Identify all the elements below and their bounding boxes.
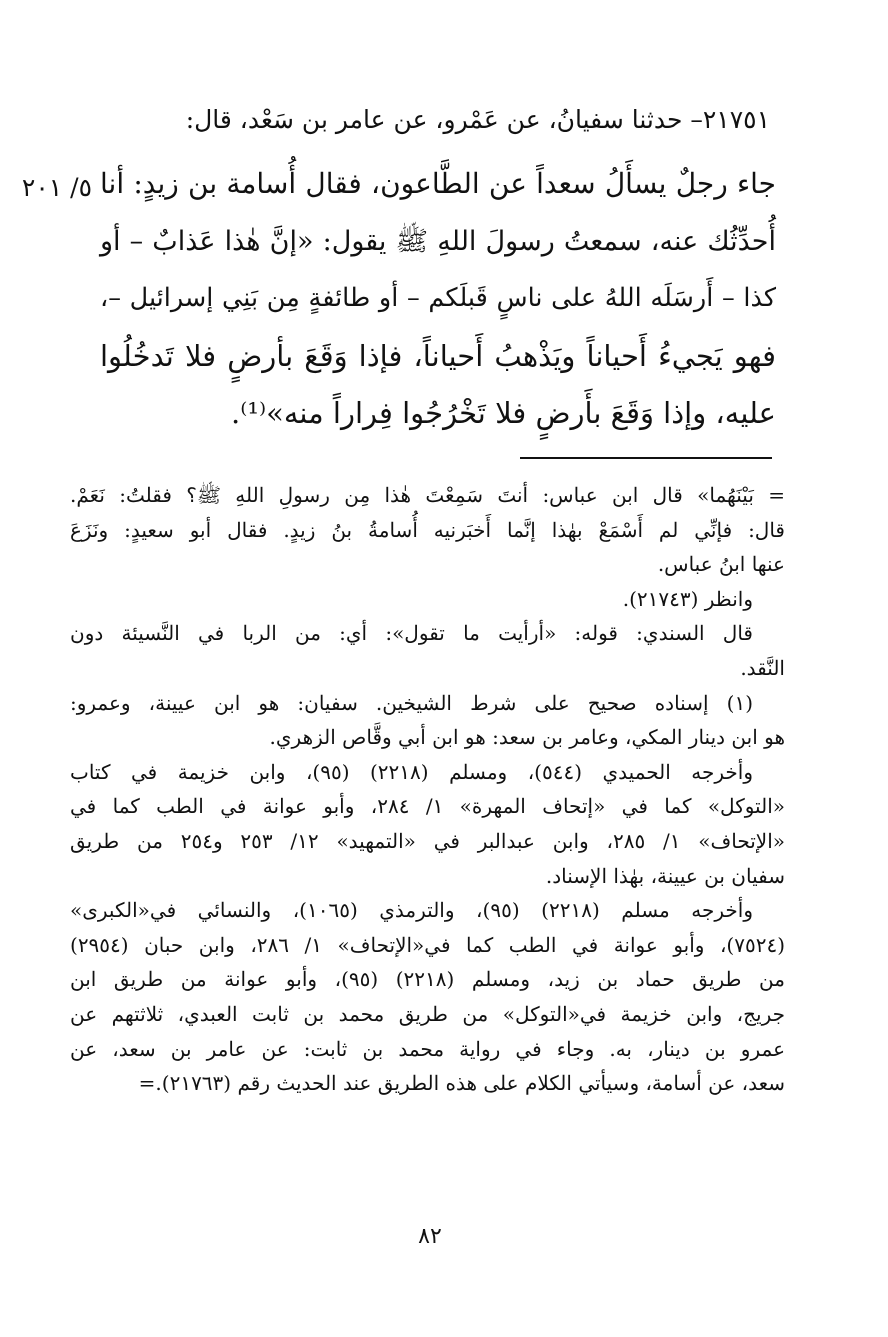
hadith-intro: ٢١٧٥١– حدثنا سفيانُ، عن عَمْرو، عن عامر بن سَعْد، قال: (185, 105, 770, 134)
hadith-line: فهو يَجيءُ أَحياناً ويَذْهبُ أَحياناً، فإذا وَقَعَ بأرضٍ فلا تَدخُلُوا (100, 338, 776, 373)
footnote-line: قال السندي: قوله: «أرأيت ما تقول»: أي: من الربا في النَّسيئة دون (70, 621, 753, 646)
footnote-divider (520, 457, 772, 459)
footnote-line: سفيان بن عيينة، بهٰذا الإسناد. (545, 863, 785, 888)
hadith-text (100, 155, 776, 443)
footnote-line: وأخرجه الحميدي (٥٤٤)، ومسلم (٢٢١٨) (٩٥)، وابن خزيمة في كتاب (70, 759, 754, 784)
footnote-line: «التوكل» كما في «إتحاف المهرة» ١/ ٢٨٤، وأبو عوانة في الطب كما في (70, 794, 785, 819)
footnote-line: «الإتحاف» ١/ ٢٨٥، وابن عبدالبر في «التمهيد» ١٢/ ٢٥٣ و٢٥٤ من طريق (70, 828, 785, 853)
footnote-line: = بَيْنَهُما» قال ابن عباس: أنتَ سَمِعْتَ هٰذا مِن رسولِ اللهِ ﷺ؟ فقلتُ: نَعَمْ. (70, 483, 785, 507)
footnote-line: عنها ابنُ عباس. (657, 552, 785, 577)
page-number: ٨٢ (418, 1224, 442, 1249)
footnote-line: جريج، وابن خزيمة في«التوكل» من طريق محمد بن ثابت العبدي، ثلاثتهم عن (70, 1001, 785, 1026)
footnote-line: من طريق حماد بن زيد، ومسلم (٢٢١٨) (٩٥)، وأبو عوانة من طريق ابن (70, 967, 785, 992)
margin-reference: ٥/ ٢٠١ (21, 173, 92, 202)
hadith-line: عليه، وإذا وَقَعَ بأَرضٍ فلا تَخْرُجُوا فِراراً منه»⁽¹⁾. (231, 396, 776, 430)
footnote-line: النَّقد. (740, 655, 785, 680)
footnote-line: عمرو بن دينار، به. وجاء في رواية محمد بن ثابت: عن عامر بن سعد، عن (70, 1036, 785, 1061)
hadith-line: كذا – أَرسَلَه اللهُ على ناسٍ قَبلَكم – أو طائفةٍ مِن بَنِي إسرائيل –، (100, 283, 776, 313)
hadith-line: أُحدِّثُك عنه، سمعتُ رسولَ اللهِ ﷺ يقول: «إنَّ هٰذا عَذابٌ – أو (100, 225, 776, 257)
footnotes (70, 478, 785, 1101)
footnote-line: وانظر (٢١٧٤٣). (622, 586, 753, 611)
hadith-line: جاء رجلٌ يسأَلُ سعداً عن الطَّاعون، فقال أُسامة بن زيدٍ: أنا (100, 167, 776, 200)
footnote-line: وأخرجه مسلم (٢٢١٨) (٩٥)، والترمذي (١٠٦٥)، والنسائي في«الكبرى» (70, 898, 753, 923)
footnote-line: (٧٥٢٤)، وأبو عوانة في الطب كما في«الإتحاف» ١/ ٢٨٦، وابن حبان (٢٩٥٤) (70, 932, 785, 957)
footnote-line: هو ابن دينار المكي، وعامر بن سعد: هو ابن أبي وقَّاص الزهري. (269, 725, 785, 750)
footnote-line: (١) إسناده صحيح على شرط الشيخين. سفيان: هو ابن عيينة، وعمرو: (70, 690, 753, 715)
footnote-line: سعد، عن أسامة، وسيأتي الكلام على هذه الطريق عند الحديث رقم (٢١٧٦٣).= (138, 1071, 785, 1096)
footnote-line: قال: فإنِّي لم أَسْمَعْ بهٰذا إنَّما أَخبَرنيه أُسامةُ بنُ زيدٍ. فقال أبو سعيدٍ: ونَزَعَ (70, 517, 785, 542)
